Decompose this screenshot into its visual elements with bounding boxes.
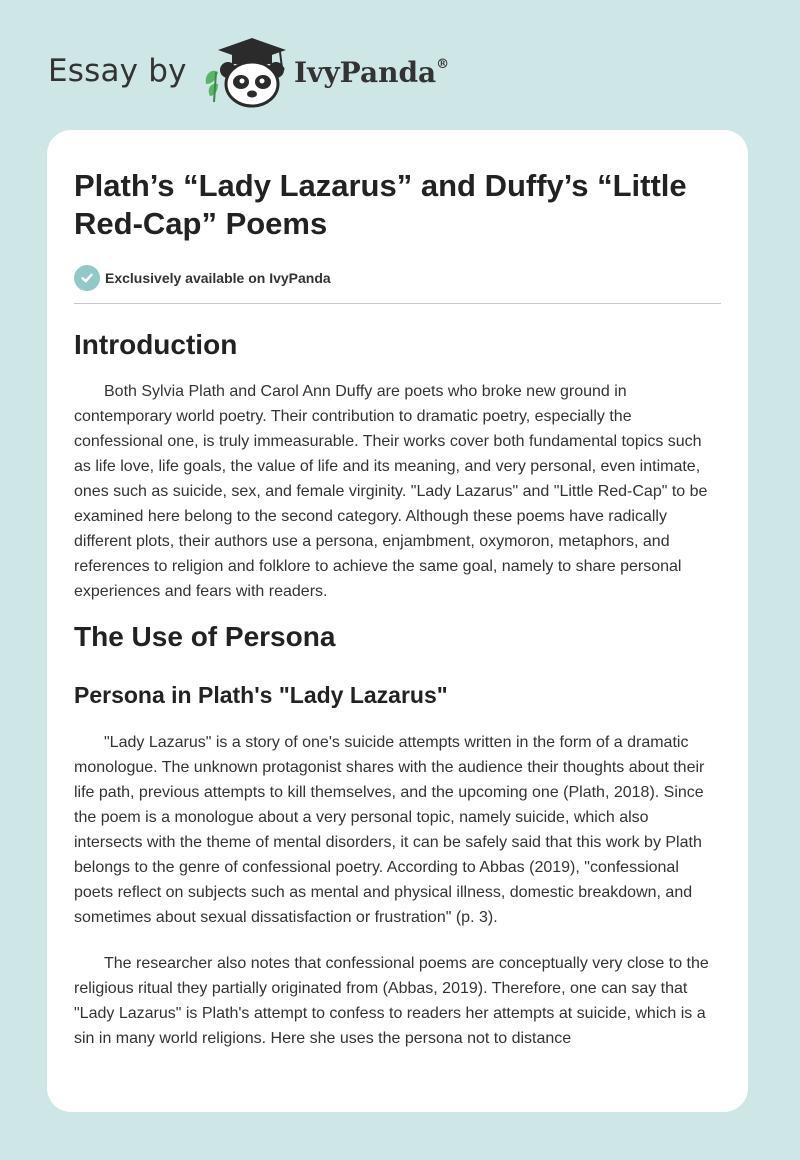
section-heading-persona: The Use of Persona — [74, 621, 336, 652]
panda-graduate-icon[interactable] — [200, 36, 290, 108]
exclusive-badge — [74, 265, 721, 291]
divider — [74, 303, 721, 304]
badge-text: Exclusively available on IvyPanda — [105, 270, 331, 286]
brand-name[interactable]: IvyPanda® — [294, 56, 450, 89]
essay-by-label: Essay by — [48, 53, 187, 89]
registered-mark: ® — [436, 56, 450, 72]
check-circle-icon — [74, 265, 100, 291]
site-header — [48, 36, 748, 116]
essay-title: Plath’s “Lady Lazarus” and Duffy’s “Little Red-Cap” Poems — [74, 168, 687, 241]
paragraph: The researcher also notes that confessional poems are conceptually very close to the religious ritual they partially originated from (Abbas, 2019). Therefore, one can say that "Lady Lazarus" is Plath's attempt to confess to readers her attempts at suicide, which is a sin in many world religions. Here she uses the persona not to distance — [74, 955, 709, 1047]
paragraph: Both Sylvia Plath and Carol Ann Duffy are poets who broke new ground in contemporary world poetry. Their contribution to dramatic poetry, especially the confessional one, is truly immeasurable. Their works cover both fundamental topics such as life love, life goals, the value of life and its meaning, and very personal, even intimate, ones such as suicide, sex, and female virginity. "Lady Lazarus" and "Little Red-Cap" to be examined here belong to the second category. Although these poems have radically different plots, their authors use a persona, enjambment, oxymoron, metaphors, and references to religion and folklore to achieve the same goal, namely to share personal experiences and fears with readers. — [74, 383, 708, 600]
subsection-heading: Persona in Plath's "Lady Lazarus" — [74, 682, 448, 708]
paragraph: "Lady Lazarus" is a story of one's suicide attempts written in the form of a dramatic monologue. The unknown protagonist shares with the audience their thoughts about their life path, previous attempts to kill themselves, and the upcoming one (Plath, 2018). Since the poem is a monologue about a very personal topic, namely suicide, which also intersects with the theme of mental disorders, it can be safely said that this work by Plath belongs to the genre of confessional poetry. According to Abbas (2019), "confessional poets reflect on subjects such as mental and physical illness, domestic breakdown, and sometimes about sexual dissatisfaction or frustration" (p. 3). — [74, 734, 705, 926]
essay-card — [47, 130, 748, 1112]
section-heading-introduction: Introduction — [74, 329, 238, 360]
